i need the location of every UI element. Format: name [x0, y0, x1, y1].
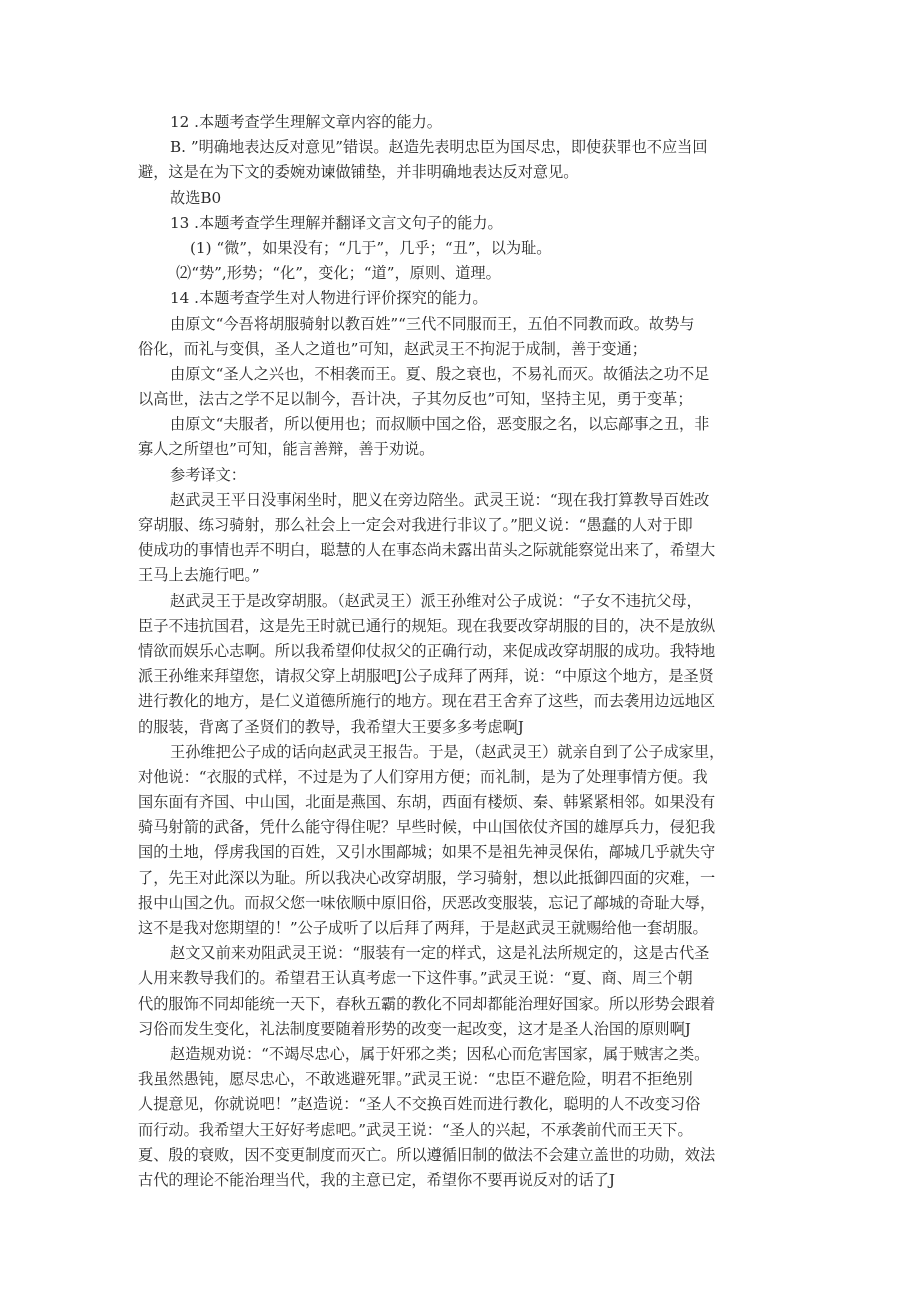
text-line: 国的土地，俘虏我国的百姓，又引水围鄗城；如果不是祖先神灵保佑，鄗城几乎就失守 — [138, 843, 716, 862]
text-line: 报中山国之仇。而叔父您一味依顺中原旧俗，厌恶改变服装，忘记了鄗城的奇耻大辱， — [138, 893, 716, 912]
text-line: 俗化，而礼与变俱，圣人之道也”可知，赵武灵王不拘泥于成制，善于变通； — [138, 339, 647, 358]
text-line: 我虽然愚钝，愿尽忠心，不敢逃避死罪。”武灵王说：“忠臣不避危险，明君不拒绝别 — [138, 1070, 693, 1089]
text-line: 赵武灵王平日没事闲坐时，肥义在旁边陪坐。武灵王说：“现在我打算教导百姓改 — [170, 490, 710, 509]
text-line: 参考译文： — [170, 465, 246, 484]
text-line: 赵武灵王于是改穿胡服。（赵武灵王）派王孙维对公子成说：“子女不违抗父母， — [170, 591, 702, 610]
text-line: 使成功的事情也弄不明白，聪慧的人在事态尚未露出苗头之际就能察觉出来了，希望大 — [138, 541, 716, 560]
text-line: 人提意见，你就说吧！”赵造说：“圣人不交换百姓而进行教化，聪明的人不改变习俗 — [138, 1095, 701, 1114]
text-line: 穿胡服、练习骑射，那么社会上一定会对我进行非议了。”肥义说：“愚蠢的人对于即 — [138, 516, 693, 534]
text-line: 对他说：“衣服的式样，不过是为了人们穿用方便；而礼制，是为了处理事情方便。我 — [138, 767, 708, 786]
text-line: 12 .本题考查学生理解文章内容的能力。 — [170, 113, 442, 131]
text-line: (1) “微”，如果没有；“几于”，几乎；“丑”，以为耻。 — [190, 238, 552, 257]
text-line: 以高世，法古之学不足以制今，吾计决，子其勿反也”可知，坚持主见，勇于变革； — [138, 390, 693, 409]
text-line: 国东面有齐国、中山国，北面是燕国、东胡，西面有楼烦、秦、韩紧紧相邻。如果没有 — [138, 793, 716, 812]
document-body — [138, 110, 788, 1193]
text-line: 这不是我对您期望的！”公子成听了以后拜了两拜，于是赵武灵王就赐给他一套胡服。 — [138, 919, 708, 937]
text-line: 人用来教导我们的。希望君王认真考虑一下这件事。”武灵王说：“夏、商、周三个朝 — [138, 969, 693, 988]
text-line: 由原文“今吾将胡服骑射以教百姓”“三代不同服而王，五伯不同教而政。故势与 — [170, 314, 695, 333]
text-line: 习俗而发生变化，礼法制度要随着形势的改变一起改变，这才是圣人治国的原则啊J — [138, 1019, 691, 1038]
text-line: B. ”明确地表达反对意见”错误。赵造先表明忠臣为国尽忠，即使获罪也不应当回 — [170, 138, 708, 157]
text-line: 而行动。我希望大王好好考虑吧。”武灵王说：“圣人的兴起，不承袭前代而王天下。 — [138, 1120, 693, 1139]
text-line: 赵造规劝说：“不竭尽忠心，属于奸邪之类；因私心而危害国家，属于贼害之类。 — [170, 1044, 710, 1063]
text-line: 派王孙维来拜望您，请叔父穿上胡服吧J公子成拜了两拜，说：“中原这个地方，是圣贤 — [138, 667, 714, 686]
text-line: 13 .本题考查学生理解并翻译文言文句子的能力。 — [170, 213, 503, 232]
text-line: ⑵“势”,形势；“化”，变化；“道”，原则、道理。 — [176, 264, 501, 283]
text-line: 夏、殷的衰败，因不变更制度而灭亡。所以遵循旧制的做法不会建立盖世的功勋，效法 — [138, 1145, 716, 1164]
text-line: 由原文“夫服者，所以便用也；而叔顺中国之俗，恶变服之名，以忘鄗事之丑，非 — [170, 415, 710, 434]
text-line: 王孙维把公子成的话向赵武灵王报告。于是，（赵武灵王）就亲自到了公子成家里， — [170, 742, 725, 761]
text-line: 14 .本题考查学生对人物进行评价探究的能力。 — [170, 289, 488, 308]
text-line: 骑马射箭的武备，凭什么能守得住呢？早些时候，中山国依仗齐国的雄厚兵力，侵犯我 — [138, 818, 716, 837]
text-line: 的服装，背离了圣贤们的教导，我希望大王要多多考虑啊J — [138, 717, 524, 736]
text-line: 了，先王对此深以为耻。所以我决心改穿胡服，学习骑射，想以此抵御四面的灾难，一 — [138, 868, 716, 887]
text-line: 王马上去施行吧。” — [138, 566, 260, 585]
text-line: 情欲而娱乐心志啊。所以我希望仰仗叔父的正确行动，来促成改穿胡服的成功。我特地 — [138, 641, 716, 660]
text-line: 避，这是在为下文的委婉劝谏做铺垫，并非明确地表达反对意见。 — [138, 163, 579, 182]
text-line: 故选B0 — [170, 188, 222, 207]
text-line: 代的服饰不同却能统一天下，春秋五霸的教化不同却都能治理好国家。所以形势会跟着 — [138, 994, 716, 1013]
text-line: 古代的理论不能治理当代，我的主意已定，希望你不要再说反对的话了J — [138, 1170, 615, 1189]
text-line: 臣子不违抗国君，这是先王时就已通行的规矩。现在我要改穿胡服的目的，决不是放纵 — [138, 616, 716, 635]
text-line: 由原文“圣人之兴也，不相袭而王。夏、殷之衰也，不易礼而灭。故循法之功不足 — [170, 364, 710, 383]
text-line: 进行教化的地方，是仁义道德所施行的地方。现在君王舍弃了这些，而去袭用边远地区 — [138, 692, 716, 711]
text-line: 寡人之所望也”可知，能言善辩，善于劝说。 — [138, 440, 435, 459]
text-line: 赵文又前来劝阻武灵王说：“服装有一定的样式，这是礼法所规定的，这是古代圣 — [170, 944, 710, 963]
